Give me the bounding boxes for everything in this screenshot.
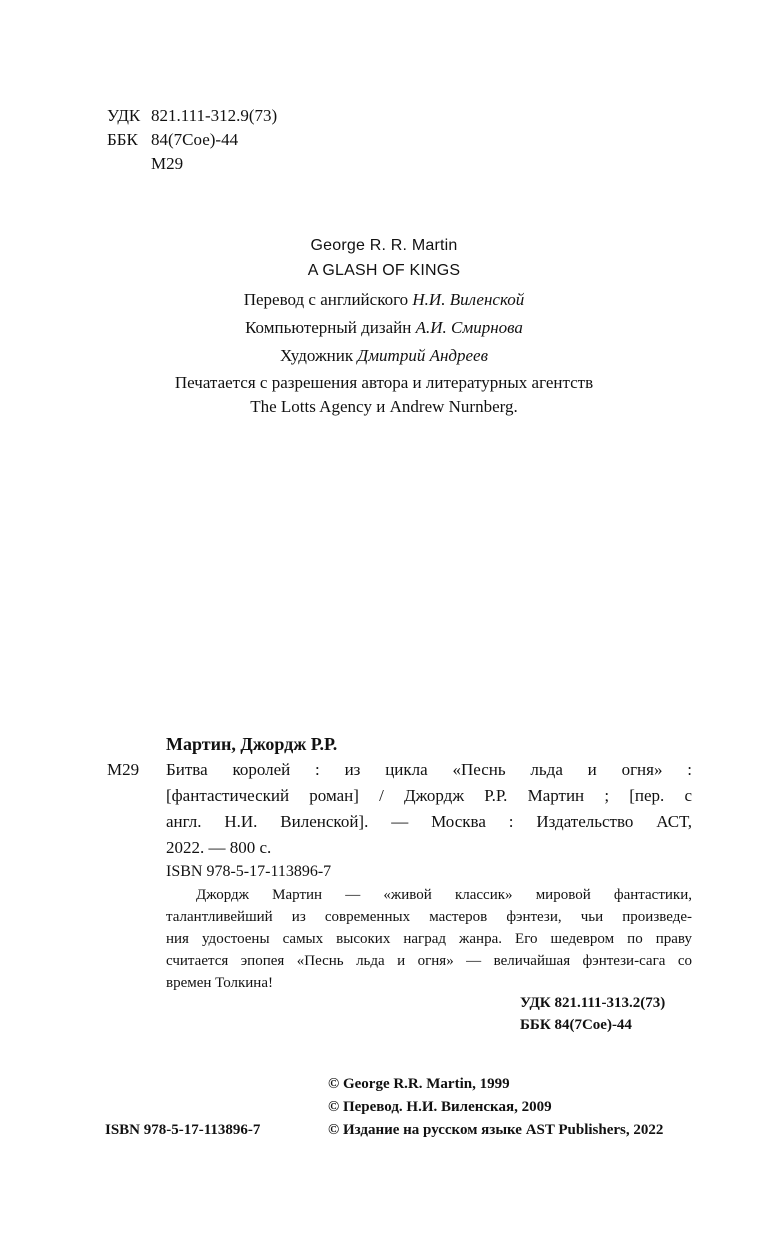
catalog-author-heading: Мартин, Джордж Р.Р. xyxy=(166,734,338,754)
design-credit xyxy=(0,315,768,341)
copyright-block xyxy=(328,1073,663,1142)
permission-line-1: Печатается с разрешения автора и литературных агентств xyxy=(174,373,594,392)
description-line: 2022. — 800 с. xyxy=(166,838,272,857)
udk-label: УДК xyxy=(107,106,141,125)
description-line: англ. Н.И. Виленской]. — Москва : Издательство АСТ, xyxy=(166,812,692,831)
bbk-value: 84(7Сое)-44 xyxy=(151,130,239,149)
catalog-isbn: ISBN 978-5-17-113896-7 xyxy=(166,863,332,880)
annotation-line: ния удостоены самых высоких наград жанра. Его шедевром по праву xyxy=(166,931,692,947)
translation-prefix: Перевод с английского xyxy=(243,290,409,309)
copyright-line: © Перевод. Н.И. Виленская, 2009 xyxy=(328,1099,552,1115)
annotation-line: талантливейший из современных мастеров фэнтези, чьи произведе- xyxy=(166,909,692,925)
catalog-mark: М29 xyxy=(107,760,140,779)
artist-credit xyxy=(0,343,768,369)
copyright-line: © George R.R. Martin, 1999 xyxy=(328,1076,510,1092)
description-line: [фантастический роман] / Джордж Р.Р. Мартин ; [пер. с xyxy=(166,786,692,805)
classification-codes xyxy=(107,104,277,176)
translation-credit xyxy=(0,287,768,313)
author-mark-row xyxy=(107,152,277,176)
annotation-line: считается эпопея «Песнь льда и огня» — величайшая фэнтези-сага со xyxy=(166,953,692,969)
catalog-annotation xyxy=(166,884,692,994)
copyright-line: © Издание на русском языке AST Publishers, 2022 xyxy=(328,1122,664,1138)
catalog-udk: УДК 821.111-313.2(73) xyxy=(520,995,666,1011)
bbk-row xyxy=(107,128,277,152)
book-isbn: ISBN 978-5-17-113896-7 xyxy=(105,1122,261,1138)
annotation-line: Джордж Мартин — «живой классик» мировой фантастики, xyxy=(196,887,692,903)
original-author: George R. R. Martin xyxy=(310,237,458,254)
annotation-line: времен Толкина! xyxy=(166,975,273,991)
catalog-description xyxy=(166,757,692,861)
artist-name: Дмитрий Андреев xyxy=(357,346,488,365)
udk-row xyxy=(107,104,277,128)
author-mark: М29 xyxy=(151,154,184,173)
designer-name: А.И. Смирнова xyxy=(415,318,523,337)
catalog-bbk: ББК 84(7Сое)-44 xyxy=(520,1017,632,1033)
design-prefix: Компьютерный дизайн xyxy=(245,318,412,337)
translator-name: Н.И. Виленской xyxy=(412,290,525,309)
permission-line-2: The Lotts Agency и Andrew Nurnberg. xyxy=(250,397,518,416)
description-line: Битва королей : из цикла «Песнь льда и огня» : xyxy=(166,760,692,779)
udk-value: 821.111-312.9(73) xyxy=(151,106,278,125)
artist-prefix: Художник xyxy=(280,346,354,365)
bbk-label: ББК xyxy=(107,130,138,149)
original-title: A GLASH OF KINGS xyxy=(307,262,461,279)
